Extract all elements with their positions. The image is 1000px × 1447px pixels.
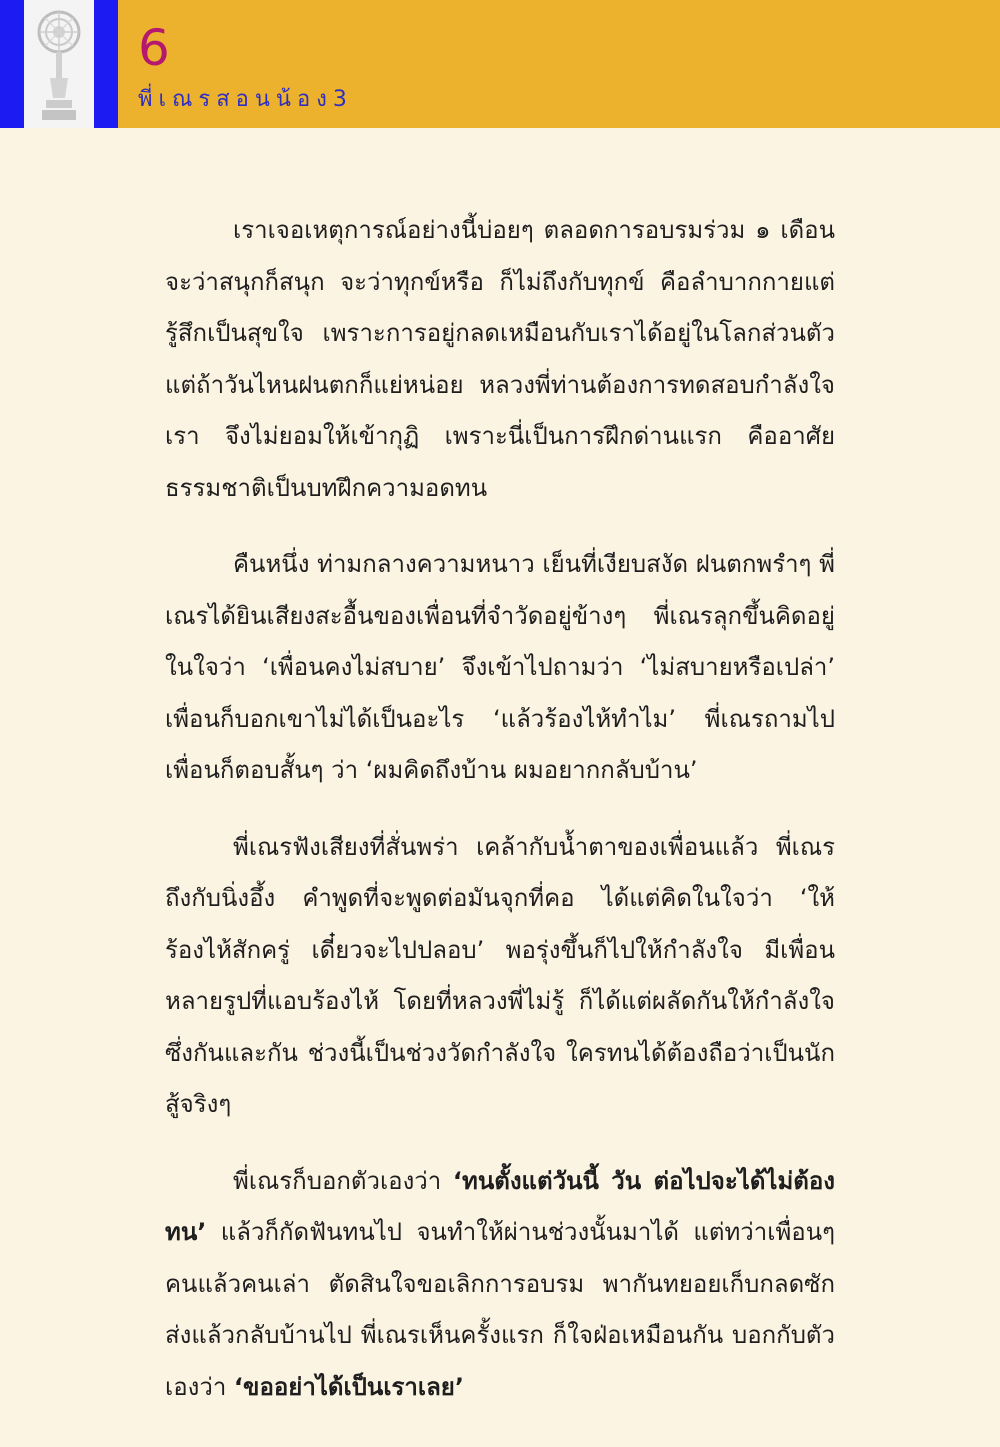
dhamma-emblem-icon [24, 0, 94, 128]
header-band [0, 0, 1000, 128]
paragraph-2: คืนหนึ่ง ท่ามกลางความหนาว เย็นที่เงียบสงัด ฝนตกพรำๆ พี่เณรได้ยินเสียงสะอื้นของเพื่อนที่จำวัดอยู่ข้างๆ พี่เณรลุกขึ้นคิดอยู่ในใจว่า ‘เพื่อนคงไม่สบาย’ จึงเข้าไปถามว่า ‘ไม่สบายหรือเปล่า’ เพื่อนก็บอกเขาไม่ได้เป็นอะไร ‘แล้วร้องไห้ทำไม’ พี่เณรถามไป เพื่อนก็ตอบสั้นๆ ว่า ‘ผมคิดถึงบ้าน ผมอยากกลับบ้าน’ [165, 550, 835, 784]
header-subtitle: พี่เณรสอนน้อง3 [138, 87, 353, 112]
paragraph-1: เราเจอเหตุการณ์อย่างนี้บ่อยๆ ตลอดการอบรมร่วม ๑ เดือน จะว่าสนุกก็สนุก จะว่าทุกข์หรือ ก็ไม่ถึงกับทุกข์ คือลำบากกายแต่รู้สึกเป็นสุขใจ เพราะการอยู่กลดเหมือนกับเราได้อยู่ในโลกส่วนตัว แต่ถ้าวันไหนฝนตกก็แย่หน่อย หลวงพี่ท่านต้องการทดสอบกำลังใจเรา จึงไม่ยอมให้เข้ากุฏิ เพราะนี่เป็นการฝึกด่านแรก คืออาศัยธรรมชาติเป็นบทฝึกความอดทน [165, 216, 835, 502]
paragraph-4-text-b: แล้วก็กัดฟันทนไป จนทำให้ผ่านช่วงนั้นมาได้ แต่ทว่าเพื่อนๆ คนแล้วคนเล่า ตัดสินใจขอเลิกการอบรม พากันทยอยเก็บกลดซักส่งแล้วกลับบ้านไป พี่เณรเห็นครั้งแรก ก็ใจฝ่อเหมือนกัน บอกกับตัวเองว่า [165, 1218, 835, 1401]
paragraph-3: พี่เณรฟังเสียงที่สั่นพร่า เคล้ากับน้ำตาของเพื่อนแล้ว พี่เณรถึงกับนิ่งอึ้ง คำพูดที่จะพูดต่อมันจุกที่คอ ได้แต่คิดในใจว่า ‘ให้ร้องไห้สักครู่ เดี๋ยวจะไปปลอบ’ พอรุ่งขึ้นก็ไปให้กำลังใจ มีเพื่อนหลายรูปที่แอบร้องไห้ โดยที่หลวงพี่ไม่รู้ ก็ได้แต่ผลัดกันให้กำลังใจซึ่งกันและกัน ช่วงนี้เป็นช่วงวัดกำลังใจ ใครทนได้ต้องถือว่าเป็นนักสู้จริงๆ [165, 832, 835, 1118]
paragraph-4-text-a: พี่เณรก็บอกตัวเองว่า [233, 1166, 453, 1195]
right-blue-stripe [94, 0, 118, 128]
paragraph-4-quote-1: ‘ทนตั้งแต่วันนี้ วัน ต่อไปจะได้ไม่ต้องทน’ [165, 1166, 836, 1246]
paragraph-4 [165, 1156, 835, 1414]
page-number: 6 [138, 19, 170, 77]
emblem-panel [24, 0, 94, 128]
body-text [165, 205, 835, 1438]
left-blue-stripe [0, 0, 24, 128]
paragraph-4-quote-2: ‘ขออย่าได้เป็นเราเลย’ [233, 1372, 464, 1401]
